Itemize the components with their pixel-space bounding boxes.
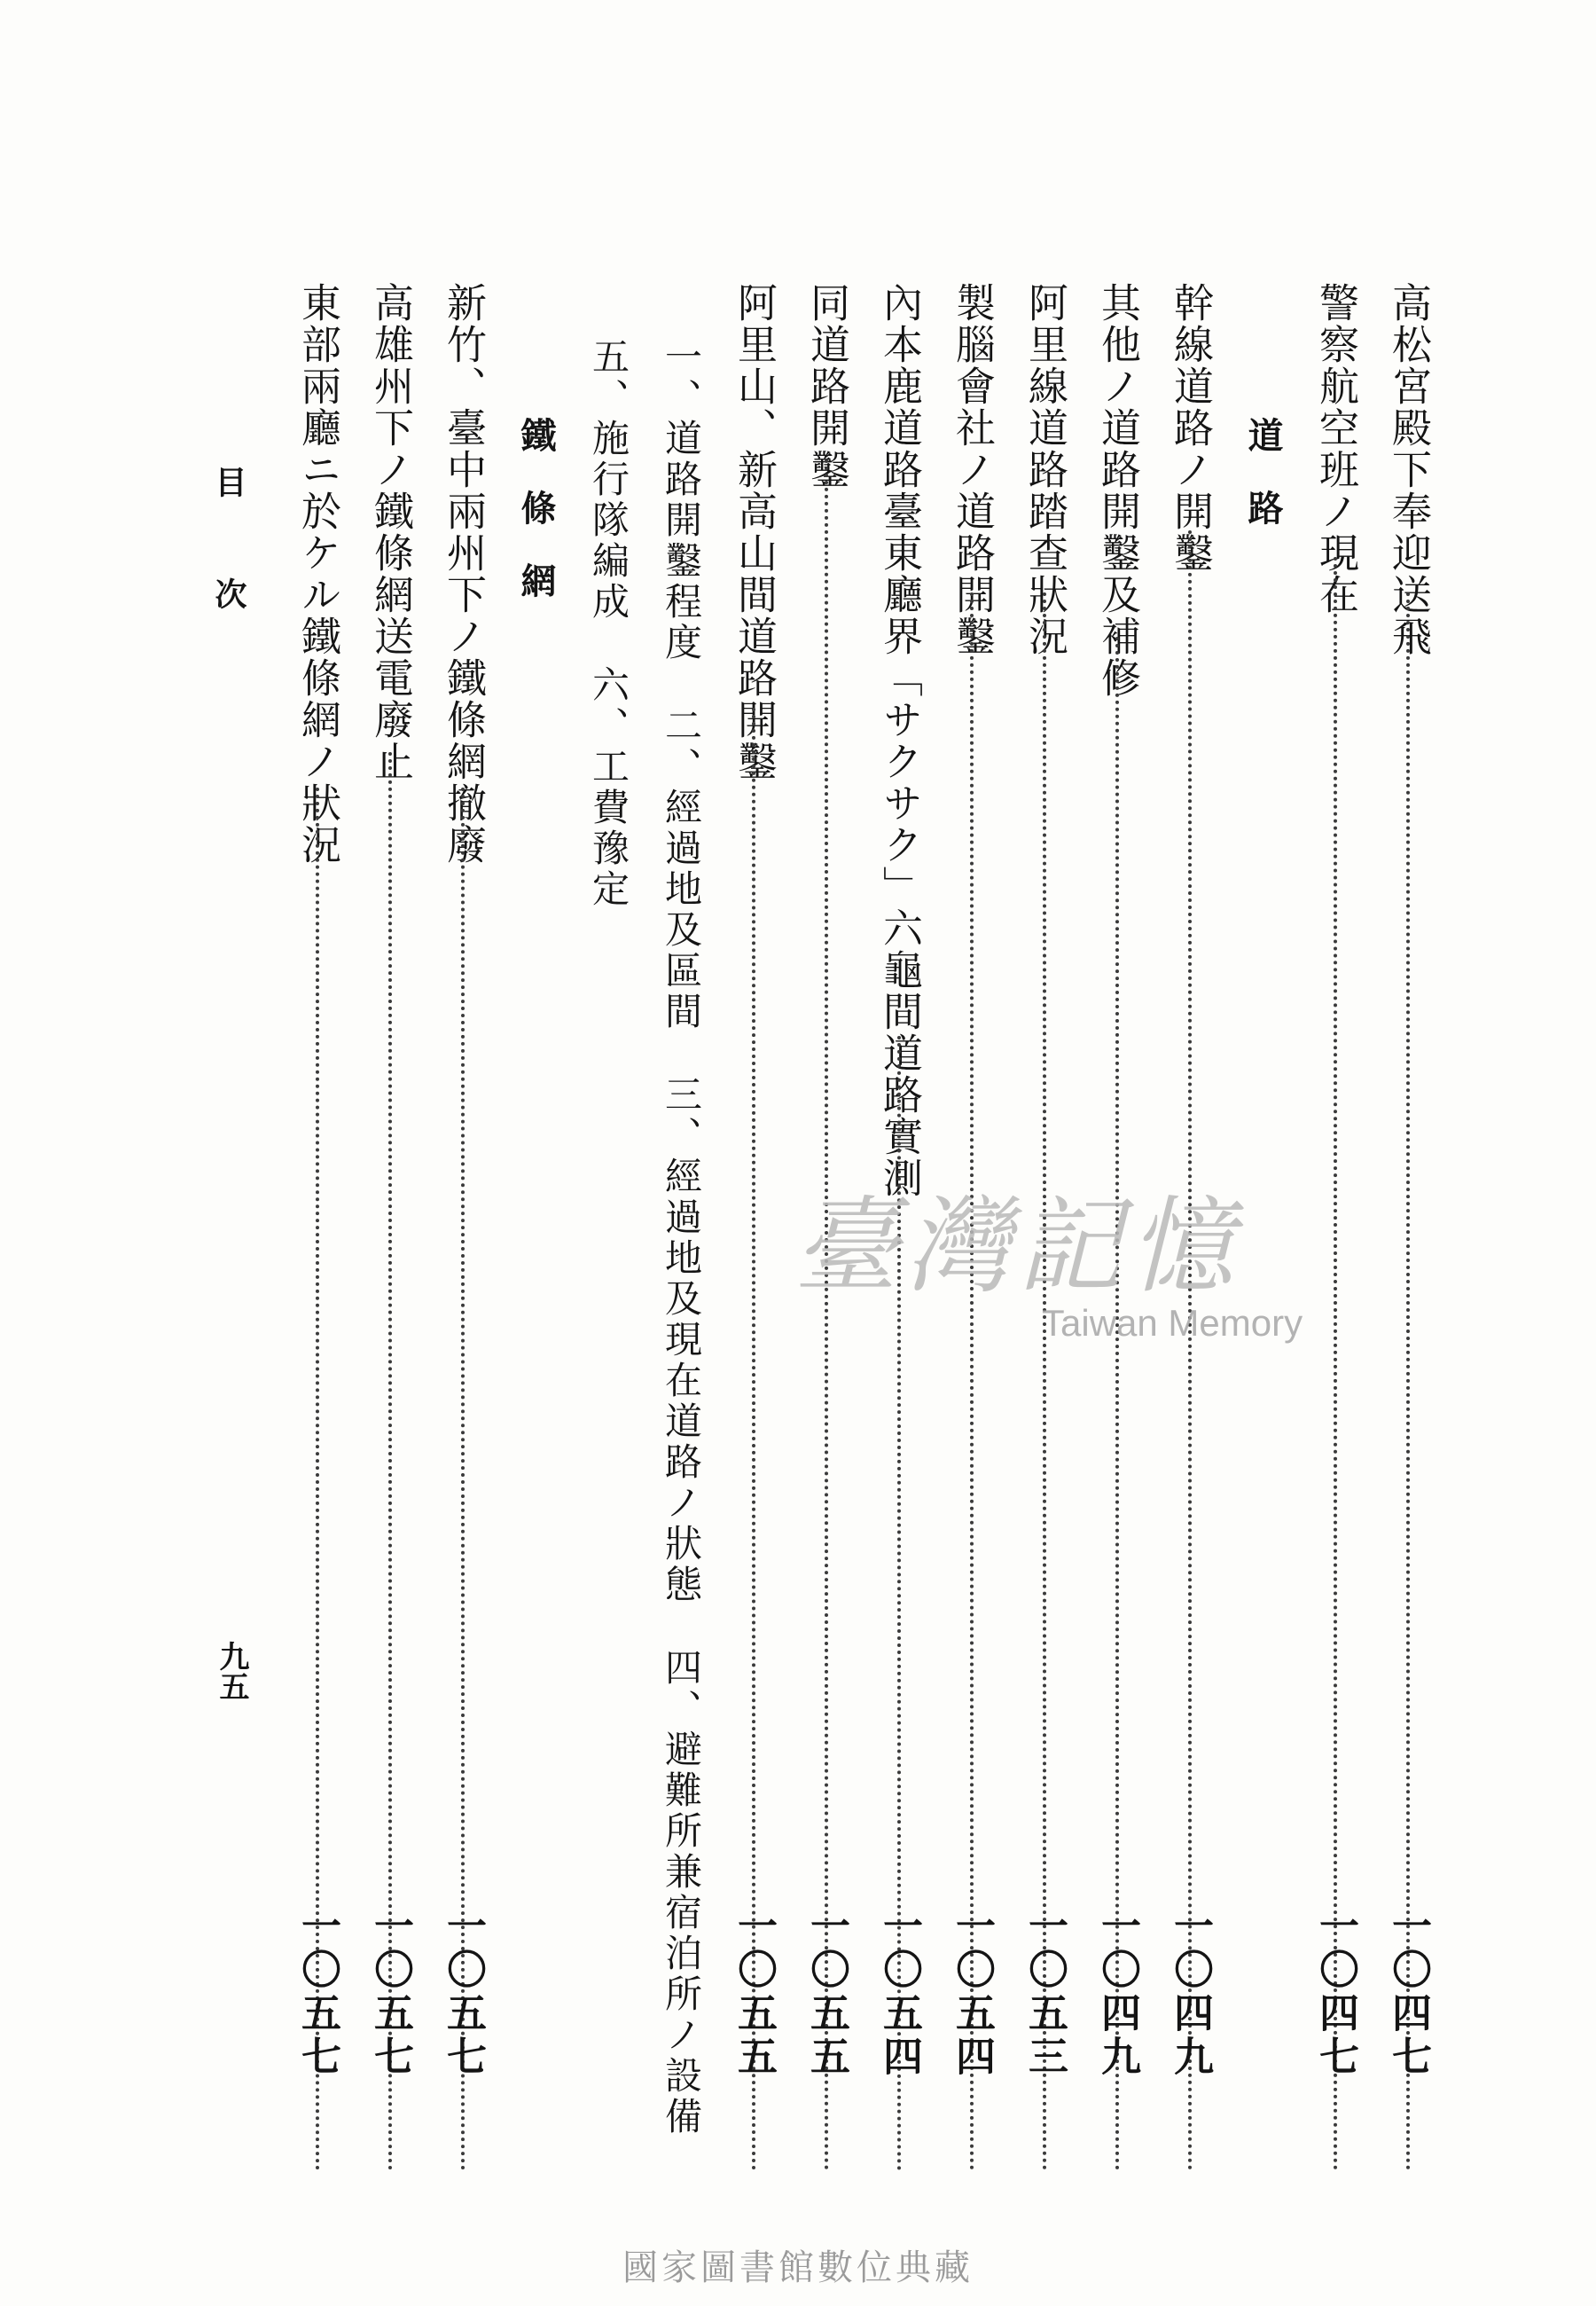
entry-page-number: 一〇五五 <box>803 1905 850 2079</box>
entry-title: 幹線道路ノ開鑿 <box>1167 282 1214 574</box>
entry-page-number: 一〇五七 <box>367 1905 414 2079</box>
toc-entry <box>874 282 924 1199</box>
entry-title: 警察航空班ノ現在 <box>1312 282 1359 616</box>
toc-entry <box>1020 282 1069 657</box>
entry-title: 東部兩廳ニ於ケル鐵條網ノ狀況 <box>294 282 341 866</box>
subitem: 六、工費豫定 <box>587 665 630 910</box>
section-heading-wire: 鐵條網 <box>515 417 557 635</box>
toc-entry <box>438 282 488 866</box>
entry-page-number: 一〇五三 <box>1021 1905 1068 2079</box>
toc-entry <box>1383 282 1433 657</box>
subitem: 二、經過地及區間 <box>660 706 703 1032</box>
subitem: 四、避難所兼宿泊所ノ設備 <box>660 1648 703 2137</box>
toc-entry <box>802 282 851 490</box>
watermark-english: Taiwan Memory <box>1042 1302 1303 1344</box>
entry-title: 高松宮殿下奉迎送飛 <box>1385 282 1432 657</box>
folio-page-number: 九五 <box>214 1641 249 1701</box>
entry-title: 其他ノ道路開鑿及補修 <box>1094 282 1141 699</box>
subitem: 五、施行隊編成 <box>587 337 630 623</box>
entry-title: 新竹、臺中兩州下ノ鐵條網撤廢 <box>440 282 487 866</box>
subitem-line <box>583 337 633 910</box>
subitem: 三、經過地及現在道路ノ狀態 <box>660 1075 703 1605</box>
entry-page-number: 一〇五七 <box>440 1905 487 2079</box>
section-heading-road: 道路 <box>1242 417 1284 562</box>
toc-entry <box>729 282 778 782</box>
entry-page-number: 一〇四七 <box>1385 1905 1432 2079</box>
entry-page-number: 一〇五五 <box>731 1905 778 2079</box>
toc-entry <box>1310 282 1360 616</box>
entry-title: 高雄州下ノ鐵條網送電廢止 <box>367 282 414 782</box>
toc-entry <box>1165 282 1215 574</box>
entry-page-number: 一〇五四 <box>876 1905 923 2079</box>
toc-entry <box>947 282 997 657</box>
toc-entry <box>293 282 342 866</box>
entry-title: 阿里山、新高山間道路開鑿 <box>731 282 778 782</box>
watermark-chinese: 臺灣記憶 <box>794 1185 1241 1307</box>
footer-collection-mark: 國家圖書館數位典藏 <box>622 2247 974 2288</box>
toc-entry <box>365 282 415 782</box>
subitem: 一、道路開鑿程度 <box>660 337 703 663</box>
entry-page-number: 一〇四九 <box>1167 1905 1214 2079</box>
entry-page-number: 一〇四七 <box>1312 1905 1359 2079</box>
entry-page-number: 一〇四九 <box>1094 1905 1141 2079</box>
subitem-line <box>656 337 706 2137</box>
toc-entry <box>1092 282 1142 699</box>
entry-page-number: 一〇五七 <box>294 1905 341 2079</box>
entry-title: 製腦會社ノ道路開鑿 <box>949 282 996 657</box>
running-head: 目次 <box>210 466 247 689</box>
entry-title: 阿里線道路踏查狀況 <box>1021 282 1068 657</box>
entry-title: 同道路開鑿 <box>803 282 850 490</box>
entry-page-number: 一〇五四 <box>949 1905 996 2079</box>
entry-title: 內本鹿道路臺東廳界「サクサク」六龜間道路實測 <box>876 282 923 1199</box>
